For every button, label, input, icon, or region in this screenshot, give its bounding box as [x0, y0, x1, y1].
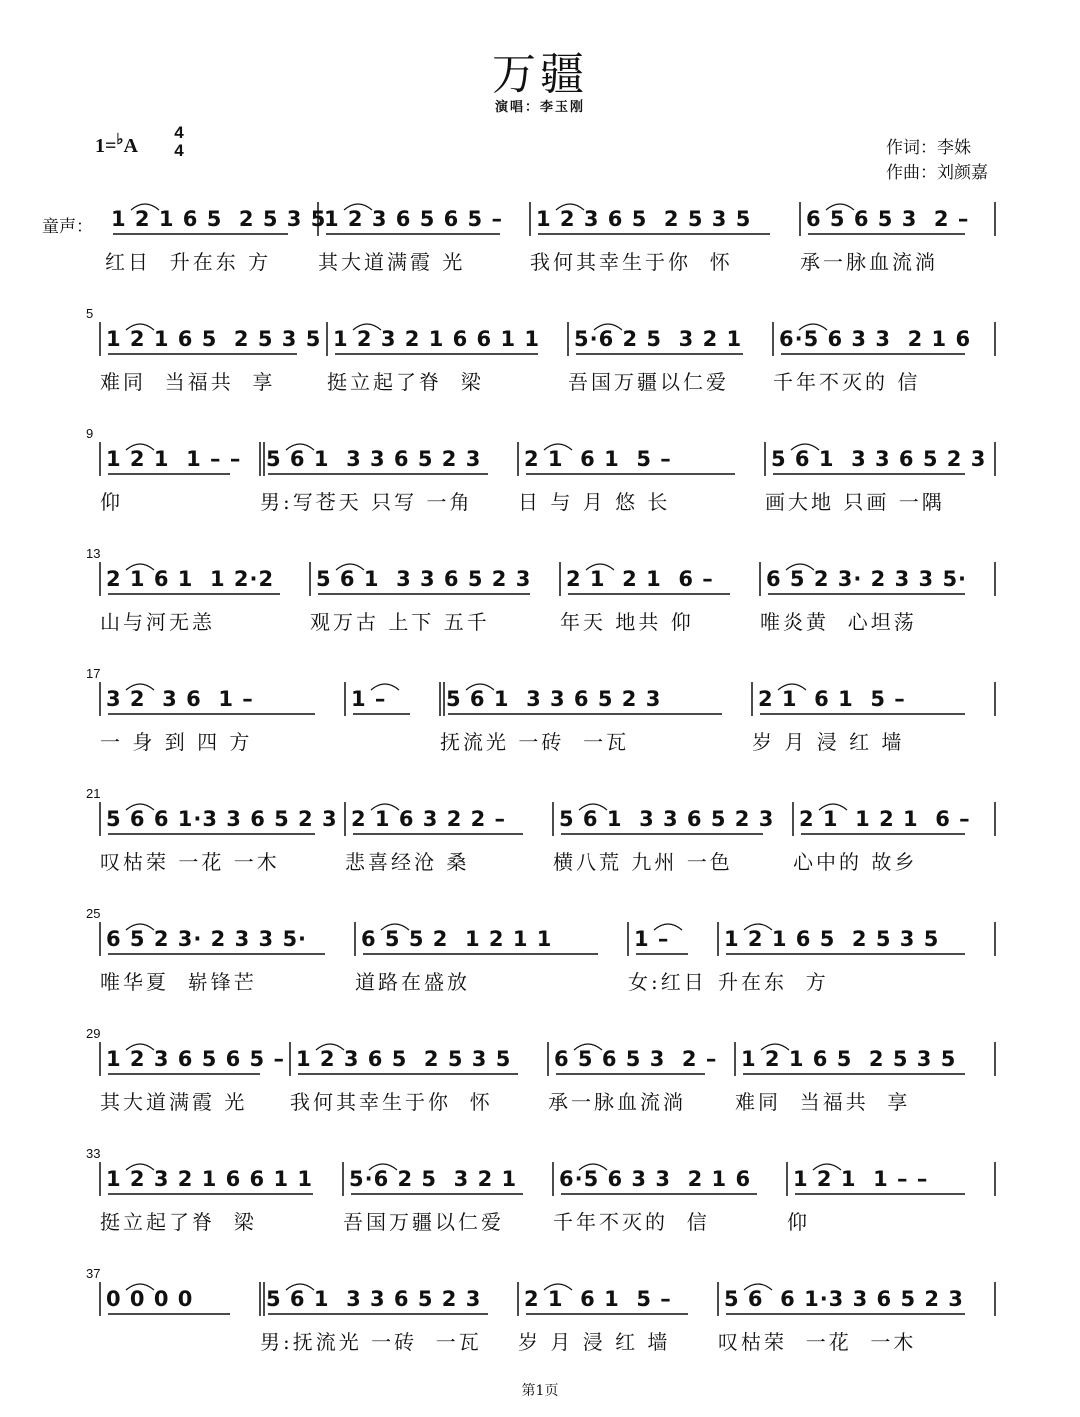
measure-notes: 2 1 2 1 6 – [566, 567, 714, 591]
measure-notes: 1 2 1 1 – – [793, 1167, 929, 1191]
measure-lyrics: 千年不灭的 信 [553, 1210, 710, 1234]
measure-notes: 6 5 5 2 1 2 1 1 [361, 927, 553, 951]
measure-notes: 1 2 1 6 5 2 5 3 5 [741, 1047, 957, 1071]
measure-notes: 3 2 3 6 1 – [106, 687, 254, 711]
measure-number: 9 [86, 426, 94, 441]
measure-lyrics: 叹枯荣 一花 一木 [100, 850, 280, 874]
score-system [0, 1268, 1080, 1378]
measure-notes: 2 1 1 2 1 6 – [799, 807, 971, 831]
measure-lyrics: 叹枯荣 一花 一木 [718, 1330, 917, 1354]
measure-notes: 1 2 1 6 5 2 5 3 5 [724, 927, 940, 951]
key-prefix: 1= [95, 135, 117, 157]
measure-notes: 1 2 1 1 – – [106, 447, 242, 471]
measure-notes: 1 – [351, 687, 387, 711]
measure-notes: 5 6 1 3 3 6 5 2 3 [316, 567, 532, 591]
measure-lyrics: 升在东 方 [718, 970, 829, 994]
measure-lyrics: 唯炎黄 心坦荡 [760, 610, 917, 634]
measure-notes: 5 6 6 1·3 3 6 5 2 3 [106, 807, 338, 831]
measure-lyrics: 唯华夏 崭锋芒 [100, 970, 257, 994]
measure-lyrics: 悲喜经沧 桑 [345, 850, 470, 874]
time-signature [168, 124, 190, 160]
measure-lyrics: 挺立起了脊 梁 [100, 1210, 257, 1234]
measure-lyrics: 男:写苍天 只写 一角 [260, 490, 473, 514]
measure-lyrics: 一 身 到 四 方 [100, 730, 253, 754]
measure-lyrics: 仰 [787, 1210, 810, 1234]
measure-notes: 2 1 6 1 5 – [524, 1287, 672, 1311]
measure-notes: 1 2 3 6 5 2 5 3 5 [296, 1047, 512, 1071]
measure-lyrics: 心中的 故乡 [793, 850, 918, 874]
page-number: 第1页 [521, 1383, 559, 1399]
measure-lyrics: 吾国万疆以仁爱 [343, 1210, 504, 1234]
measure-lyrics: 我何其幸生于你 怀 [530, 250, 733, 274]
measure-notes: 5·6 2 5 3 2 1 [574, 327, 743, 351]
measure-lyrics: 难同 当福共 享 [735, 1090, 911, 1114]
measure-number: 17 [86, 666, 101, 681]
measure-notes: 2 1 6 1 1 2·2 [106, 567, 275, 591]
measure-number: 25 [86, 906, 101, 921]
measure-notes: 1 – [634, 927, 670, 951]
composer-credit: 作曲：刘颜嘉 [886, 163, 988, 183]
measure-lyrics: 我何其幸生于你 怀 [290, 1090, 493, 1114]
measure-number: 21 [86, 786, 101, 801]
measure-notes: 6 5 6 5 3 2 – [806, 207, 970, 231]
measure-lyrics: 山与河无恙 [100, 610, 215, 634]
measure-number: 5 [86, 306, 94, 321]
measure-notes: 6·5 6 3 3 2 1 6 [779, 327, 972, 351]
measure-notes: 5 6 1 3 3 6 5 2 3 [446, 687, 662, 711]
measure-notes: 5·6 2 5 3 2 1 [349, 1167, 518, 1191]
score-system [0, 788, 1080, 898]
score-system [0, 428, 1080, 538]
singer-credit: 演唱：李玉刚 [494, 100, 585, 115]
measure-number: 13 [86, 546, 101, 561]
flat-icon: ♭ [116, 132, 124, 148]
measure-lyrics: 难同 当福共 享 [100, 370, 276, 394]
measure-number: 37 [86, 1266, 101, 1281]
score-system [0, 1148, 1080, 1258]
song-title: 万疆 [492, 49, 588, 100]
measure-notes: 1 2 1 6 5 2 5 3 5 [106, 327, 322, 351]
measure-lyrics: 仰 [100, 490, 123, 514]
measure-lyrics: 岁 月 浸 红 墙 [518, 1330, 671, 1354]
measure-notes: 1 2 3 2 1 6 6 1 1 [106, 1167, 313, 1191]
measure-lyrics: 男:抚流光 一砖 一瓦 [260, 1330, 482, 1354]
measure-lyrics: 观万古 上下 五千 [310, 610, 490, 634]
time-signature-top: 4 [174, 123, 184, 142]
measure-notes: 6 5 2 3· 2 3 3 5· [106, 927, 308, 951]
measure-notes: 2 1 6 1 5 – [524, 447, 672, 471]
score-system [0, 308, 1080, 418]
measure-notes: 5 6 1 3 3 6 5 2 3 [266, 1287, 482, 1311]
measure-lyrics: 承一脉血流淌 [548, 1090, 686, 1114]
score-system [0, 1028, 1080, 1138]
measure-notes: 2 1 6 1 5 – [758, 687, 906, 711]
measure-lyrics: 其大道满霞 光 [100, 1090, 248, 1114]
measure-lyrics: 日 与 月 悠 长 [518, 490, 671, 514]
score-system [0, 908, 1080, 1018]
measure-notes: 1 2 3 2 1 6 6 1 1 [333, 327, 540, 351]
measure-notes: 2 1 6 3 2 2 – [351, 807, 507, 831]
measure-lyrics: 红日 升在东 方 [105, 250, 272, 274]
measure-lyrics: 女:红日 [628, 970, 707, 994]
credits [886, 136, 988, 186]
score-system [0, 188, 1080, 298]
measure-lyrics: 横八荒 九州 一色 [553, 850, 733, 874]
key-signature [95, 130, 138, 158]
measure-notes: 6 5 6 5 3 2 – [554, 1047, 718, 1071]
voice-label: 童声： [42, 217, 93, 237]
measure-number: 33 [86, 1146, 101, 1161]
measure-lyrics: 画大地 只画 一隅 [765, 490, 945, 514]
measure-notes: 1 2 3 6 5 6 5 – [324, 207, 503, 231]
measure-notes: 5 6 6 1·3 3 6 5 2 3 [724, 1287, 964, 1311]
measure-notes: 6 5 2 3· 2 3 3 5· [766, 567, 968, 591]
measure-notes: 0 0 0 0 [106, 1287, 194, 1311]
measure-lyrics: 道路在盛放 [355, 970, 470, 994]
measure-notes: 1 2 1 6 5 2 5 3 5 [111, 207, 327, 231]
measure-notes: 5 6 1 3 3 6 5 2 3 [771, 447, 987, 471]
measure-lyrics: 其大道满霞 光 [318, 250, 466, 274]
measure-lyrics: 挺立起了脊 梁 [327, 370, 484, 394]
measure-notes: 6·5 6 3 3 2 1 6 [559, 1167, 752, 1191]
measure-notes: 1 2 3 6 5 2 5 3 5 [536, 207, 752, 231]
measure-notes: 1 2 3 6 5 6 5 – [106, 1047, 285, 1071]
measure-lyrics: 承一脉血流淌 [800, 250, 938, 274]
measure-lyrics: 吾国万疆以仁爱 [568, 370, 729, 394]
time-signature-bottom: 4 [174, 141, 184, 160]
measure-notes: 5 6 1 3 3 6 5 2 3 [559, 807, 775, 831]
score-system [0, 548, 1080, 658]
key-letter: A [123, 135, 138, 157]
measure-lyrics: 抚流光 一砖 一瓦 [440, 730, 630, 754]
measure-notes: 5 6 1 3 3 6 5 2 3 [266, 447, 482, 471]
measure-lyrics: 年天 地共 仰 [560, 610, 694, 634]
lyricist-credit: 作词：李姝 [886, 138, 971, 158]
measure-number: 29 [86, 1026, 101, 1041]
score-system [0, 668, 1080, 778]
measure-lyrics: 千年不灭的 信 [773, 370, 921, 394]
measure-lyrics: 岁 月 浸 红 墙 [752, 730, 905, 754]
